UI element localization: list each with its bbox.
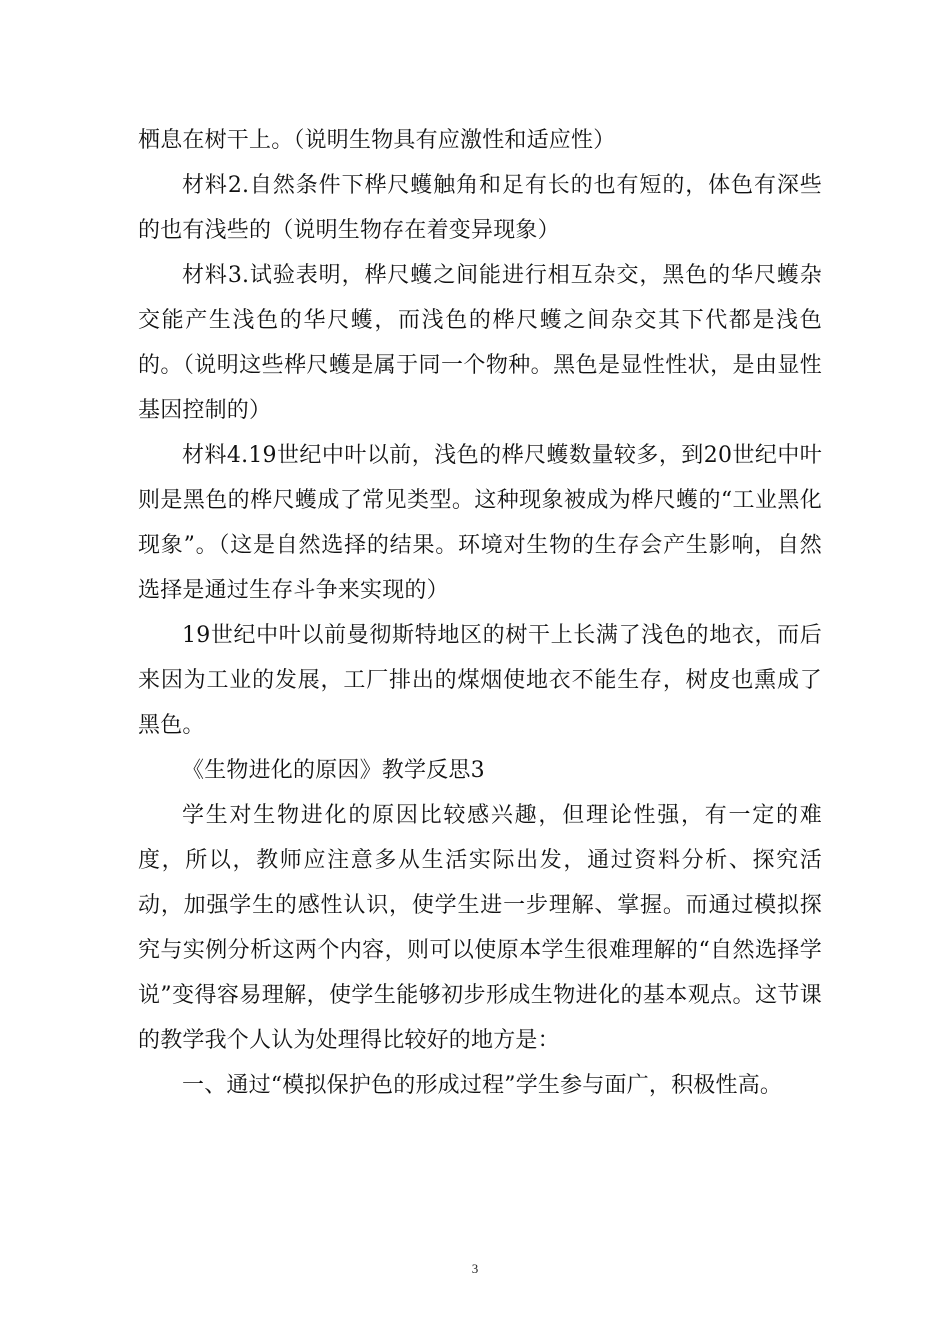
paragraph-material-2: 材料2.自然条件下桦尺蠖触角和足有长的也有短的，体色有深些的也有浅些的（说明生物存在着变异现象） [138, 173, 822, 243]
paragraph-material-3: 材料3.试验表明，桦尺蠖之间能进行相互杂交，黑色的华尺蠖杂交能产生浅色的华尺蠖，而浅色的桦尺蠖之间杂交其下代都是浅色的。（说明这些桦尺蠖是属于同一个物种。黑色是显性性状，是由显性基因控制的） [138, 263, 822, 423]
section-title: 《生物进化的原因》教学反思3 [182, 758, 485, 783]
page-number: 3 [471, 1261, 479, 1276]
paragraph-material-4: 材料4.19世纪中叶以前，浅色的桦尺蠖数量较多，到20世纪中叶则是黑色的桦尺蠖成了常见类型。这种现象被成为桦尺蠖的“工业黑化现象”。（这是自然选择的结果。环境对生物的生存会产生影响，自然选择是通过生存斗争来实现的） [138, 443, 822, 603]
paragraph-continuation: 栖息在树干上。（说明生物具有应激性和适应性） [138, 128, 616, 153]
document-body [138, 118, 822, 1108]
paragraph-reflection: 学生对生物进化的原因比较感兴趣，但理论性强，有一定的难度，所以，教师应注意多从生活实际出发，通过资料分析、探究活动，加强学生的感性认识，使学生进一步理解、掌握。而通过模拟探究与实例分析这两个内容，则可以使原本学生很难理解的“自然选择学说”变得容易理解，使学生能够初步形成生物进化的基本观点。这节课的教学我个人认为处理得比较好的地方是： [138, 803, 822, 1053]
paragraph-point-one: 一、通过“模拟保护色的形成过程”学生参与面广，积极性高。 [182, 1073, 783, 1098]
paragraph-19th-century: 19世纪中叶以前曼彻斯特地区的树干上长满了浅色的地衣，而后来因为工业的发展，工厂排出的煤烟使地衣不能生存，树皮也熏成了黑色。 [138, 623, 822, 738]
